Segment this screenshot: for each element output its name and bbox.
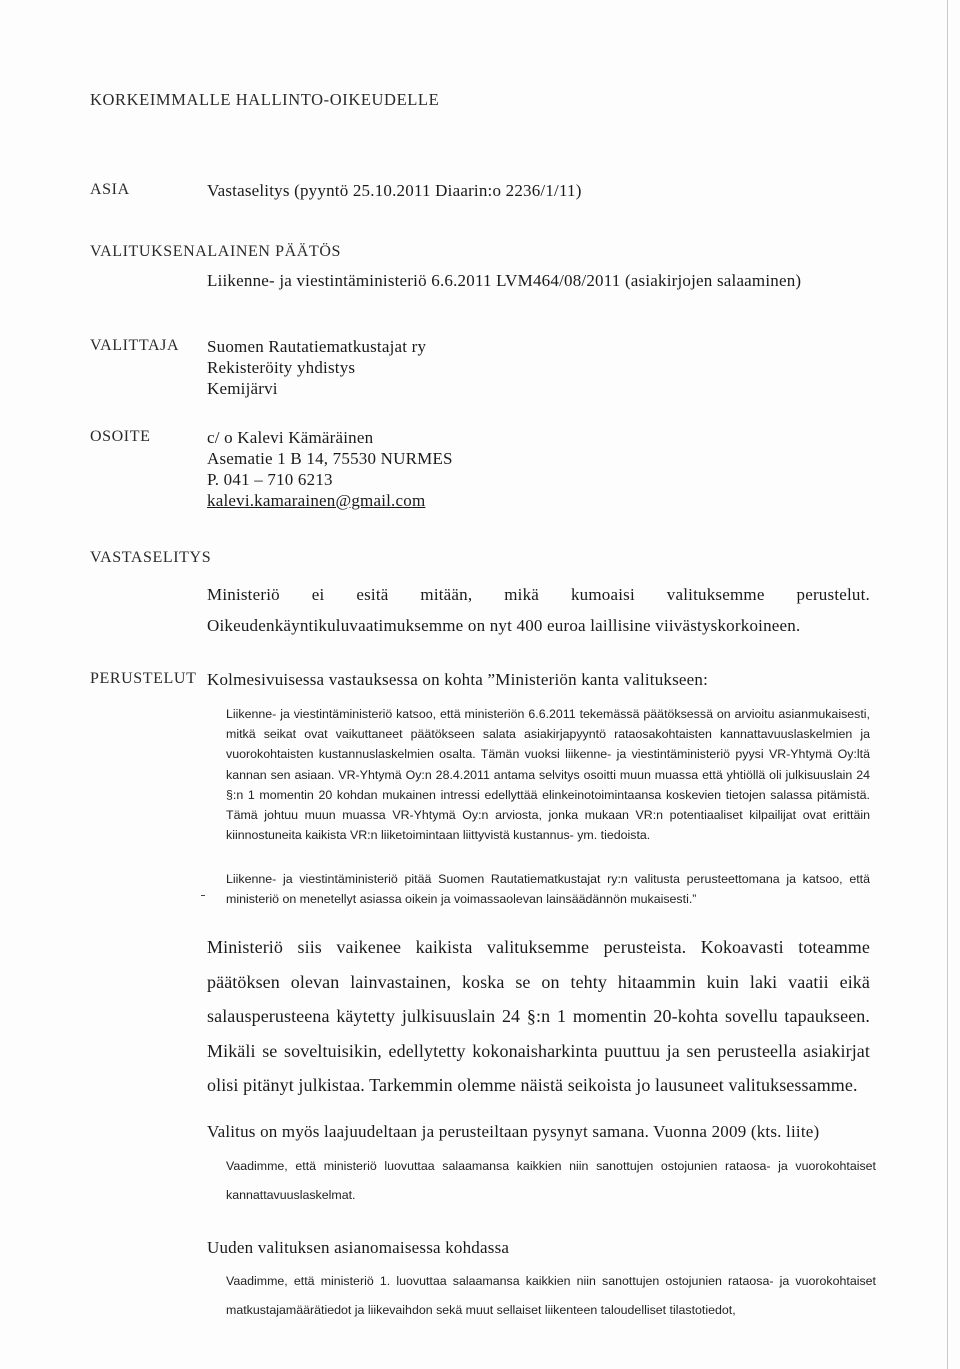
- laajuus-heading: Valitus on myös laajuudeltaan ja perusteiltaan pysynyt samana. Vuonna 2009 (kts. liite): [207, 1122, 820, 1141]
- valittaja-label: VALITTAJA: [90, 337, 180, 354]
- document-heading: KORKEIMMALLE HALLINTO-OIKEUDELLE: [90, 90, 440, 109]
- email-link[interactable]: kalevi.kamarainen@gmail.com: [207, 491, 426, 510]
- valittaja-line-2: Rekisteröity yhdistys: [207, 358, 356, 377]
- uusi-text: Vaadimme, että ministeriö 1. luovuttaa salaamansa kaikkien niin sanottujen ostojunien rataosa- ja vuorokohtaiset matkustajamäärätiedot ja liikevaihdon sekä muut sellaiset liikenteen taloudelliset tilastotiedot,: [226, 1274, 876, 1317]
- quote-paragraph-2: Liikenne- ja viestintäministeriö pitää Suomen Rautatiematkustajat ry:n valitusta perusteettomana ja katsoo, että ministeriö on menetellyt asiassa oikein ja voimassaolevan lainsäädännön mukaisesti.”: [226, 872, 870, 907]
- valituksenalainen-text: Liikenne- ja viestintäministeriö 6.6.2011 LVM464/08/2011 (asiakirjojen salaaminen): [207, 271, 802, 290]
- osoite-line-3: P. 041 – 710 6213: [207, 470, 333, 489]
- laajuus-text: Vaadimme, että ministeriö luovuttaa salaamansa kaikkien niin sanottujen ostojunien rataosa- ja vuorokohtaiset kannattavuuslaskelmat.: [226, 1159, 876, 1202]
- valittaja-line-3: Kemijärvi: [207, 379, 278, 398]
- valittaja-line-1: Suomen Rautatiematkustajat ry: [207, 337, 427, 356]
- perustelut-intro: Kolmesivuisessa vastauksessa on kohta ”Ministeriön kanta valitukseen:: [207, 670, 709, 689]
- main-paragraph: Ministeriö siis vaikenee kaikista valituksemme perusteista. Kokoavasti toteamme päätöksen olevan lainvastainen, koska se on tehty hitaammin kuin laki vaatii eikä salausperusteena käytetty julkisuuslain 24 §:n 1 momentin 20-kohta sovellu tapaukseen. Mikäli se soveltuisikin, edellytetty kokonaisharkinta puuttuu ja sen perusteella asiakirjat olisi pitänyt julkistaa. Tarkemmin olemme näistä seikoista jo lausuneet valituksessamme.: [207, 937, 870, 1095]
- osoite-line-1: c/ o Kalevi Kämäräinen: [207, 428, 374, 447]
- vastaselitys-label: VASTASELITYS: [90, 549, 212, 566]
- asia-text: Vastaselitys (pyyntö 25.10.2011 Diaarin:o 2236/1/11): [207, 181, 582, 200]
- page-edge: [947, 0, 948, 1369]
- osoite-label: OSOITE: [90, 428, 151, 445]
- osoite-line-2: Asematie 1 B 14, 75530 NURMES: [207, 449, 453, 468]
- vastaselitys-text: Ministeriö ei esitä mitään, mikä kumoaisi valituksemme perustelut. Oikeudenkäyntikuluvaatimuksemme on nyt 400 euroa laillisine viivästyskorkoineen.: [207, 585, 870, 635]
- osoite-email[interactable]: [207, 491, 425, 511]
- valituksenalainen-label: VALITUKSENALAINEN PÄÄTÖS: [90, 243, 341, 260]
- margin-mark: [201, 895, 205, 896]
- quote-paragraph-1: Liikenne- ja viestintäministeriö katsoo, että ministeriön 6.6.2011 tekemässä päätöksessä on arvioitu asianmukaisesti, mitkä seikat ovat vaikuttaneet päätökseen salata asiakirjapyyntö rataosakohtaisten kannattavuuslaskelmien ja vuorokohtaisten kustannuslaskelmien osalta. Tämän vuoksi liikenne- ja viestintäministeriö pyysi VR-Yhtymä Oy:ltä kannan sen asiaan. VR-Yhtymä Oy:n 28.4.2011 antama selvitys osoitti muun muassa että yhtiöllä oli julkisuuslain 24 §:n 1 momentin 20 kohdan mukainen intressi edellyttää elinkeinotoimintaansa koskevien tietojen salassa pitämistä. Tämä johtuu muun muassa VR-Yhtymä Oy:n arviosta, jonka mukaan VR:n potentiaaliset kilpailijat ovat erittäin kiinnostuneita kaikista VR:n liiketoimintaan liittyvistä kustannus- ym. tiedoista.: [226, 707, 870, 843]
- perustelut-label: PERUSTELUT: [90, 670, 197, 687]
- uusi-heading: Uuden valituksen asianomaisessa kohdassa: [207, 1238, 510, 1257]
- asia-label: ASIA: [90, 181, 130, 198]
